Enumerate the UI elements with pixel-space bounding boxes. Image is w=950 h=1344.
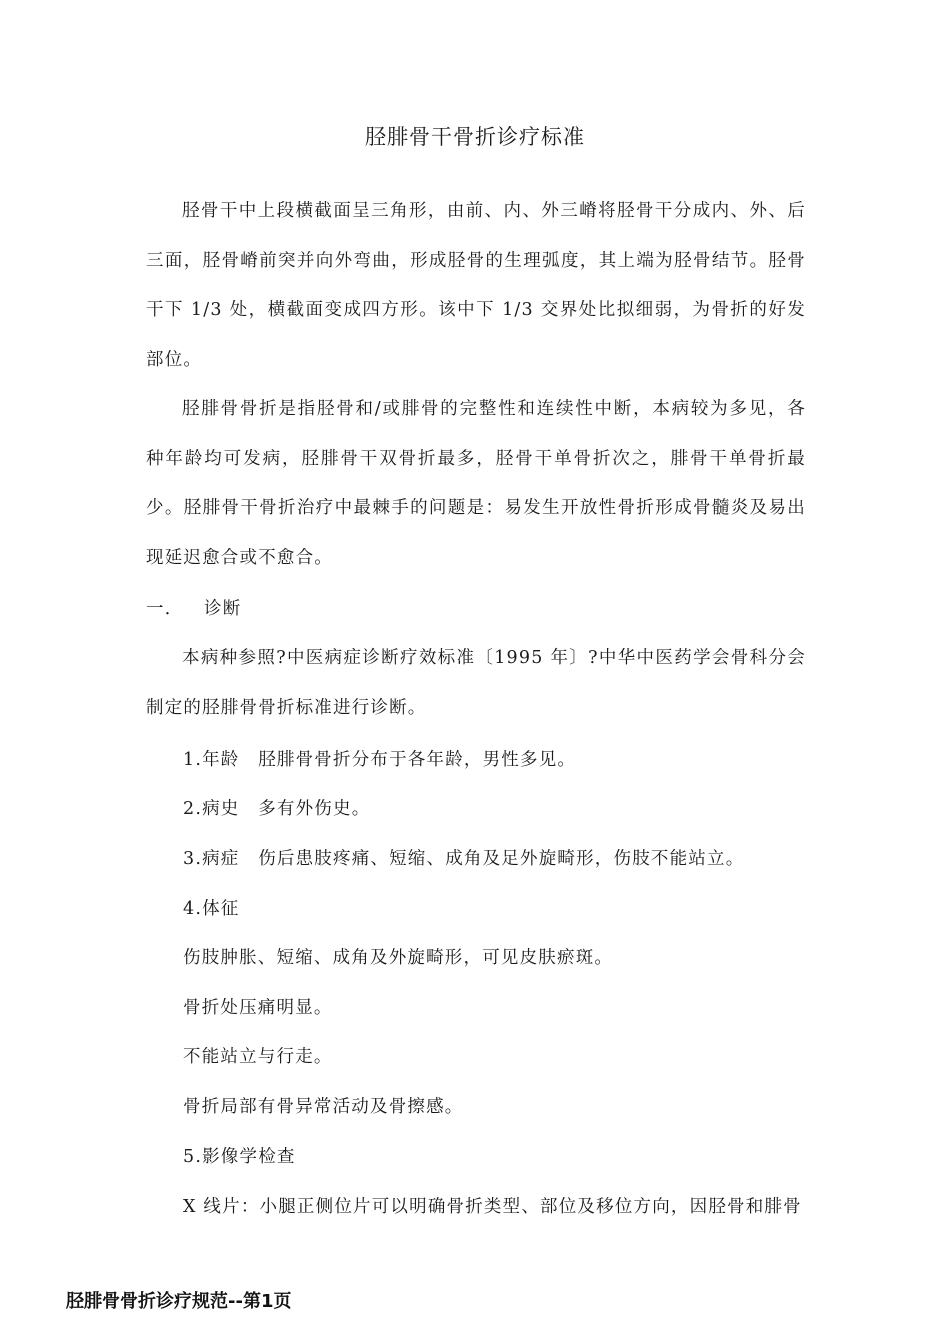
list-item: 2.病史 多有外伤史。 — [183, 799, 371, 819]
list-item: 4.体征 — [183, 899, 240, 919]
list-item: 1.年龄 胫腓骨骨折分布于各年龄，男性多见。 — [183, 750, 577, 770]
section-heading — [146, 595, 241, 620]
list-item: 骨折处压痛明显。 — [183, 998, 333, 1018]
list-item: 骨折局部有骨异常活动及骨擦感。 — [183, 1097, 464, 1117]
list-item: 5.影像学检查 — [183, 1147, 296, 1167]
section-intro: 本病种参照?中医病症诊断疗效标准〔1995 年〕?中华中医药学会骨科分会制定的胫腓骨骨折标准进行诊断。 — [146, 648, 806, 718]
page-footer: 胫腓骨骨折诊疗规范--第1页 — [66, 1291, 292, 1312]
section-number: 一． — [146, 599, 184, 619]
section-title: 诊断 — [204, 599, 242, 619]
paragraph-anatomy: 胫骨干中上段横截面呈三角形，由前、内、外三嵴将胫骨干分成内、外、后三面，胫骨嵴前突并向外弯曲，形成胫骨的生理弧度，其上端为胫骨结节。胫骨干下 1/3 处，横截面变成四方形。该中下 1/3 交界处比拟细弱，为骨折的好发部位。 — [146, 201, 806, 370]
paragraph-definition: 胫腓骨骨折是指胫骨和/或腓骨的完整性和连续性中断，本病较为多见，各种年龄均可发病，胫腓骨干双骨折最多，胫骨干单骨折次之，腓骨干单骨折最少。胫腓骨干骨折治疗中最棘手的问题是：易发生开放性骨折形成骨髓炎及易出现延迟愈合或不愈合。 — [146, 399, 806, 568]
list-item: 3.病症 伤后患肢疼痛、短缩、成角及足外旋畸形，伤肢不能站立。 — [183, 849, 745, 869]
list-item: 不能站立与行走。 — [183, 1047, 333, 1067]
list-item: X 线片：小腿正侧位片可以明确骨折类型、部位及移位方向，因胫骨和腓骨 — [183, 1197, 802, 1217]
document-title: 胫腓骨干骨折诊疗标准 — [365, 125, 585, 149]
list-item: 伤肢肿胀、短缩、成角及外旋畸形，可见皮肤瘀斑。 — [183, 948, 614, 968]
